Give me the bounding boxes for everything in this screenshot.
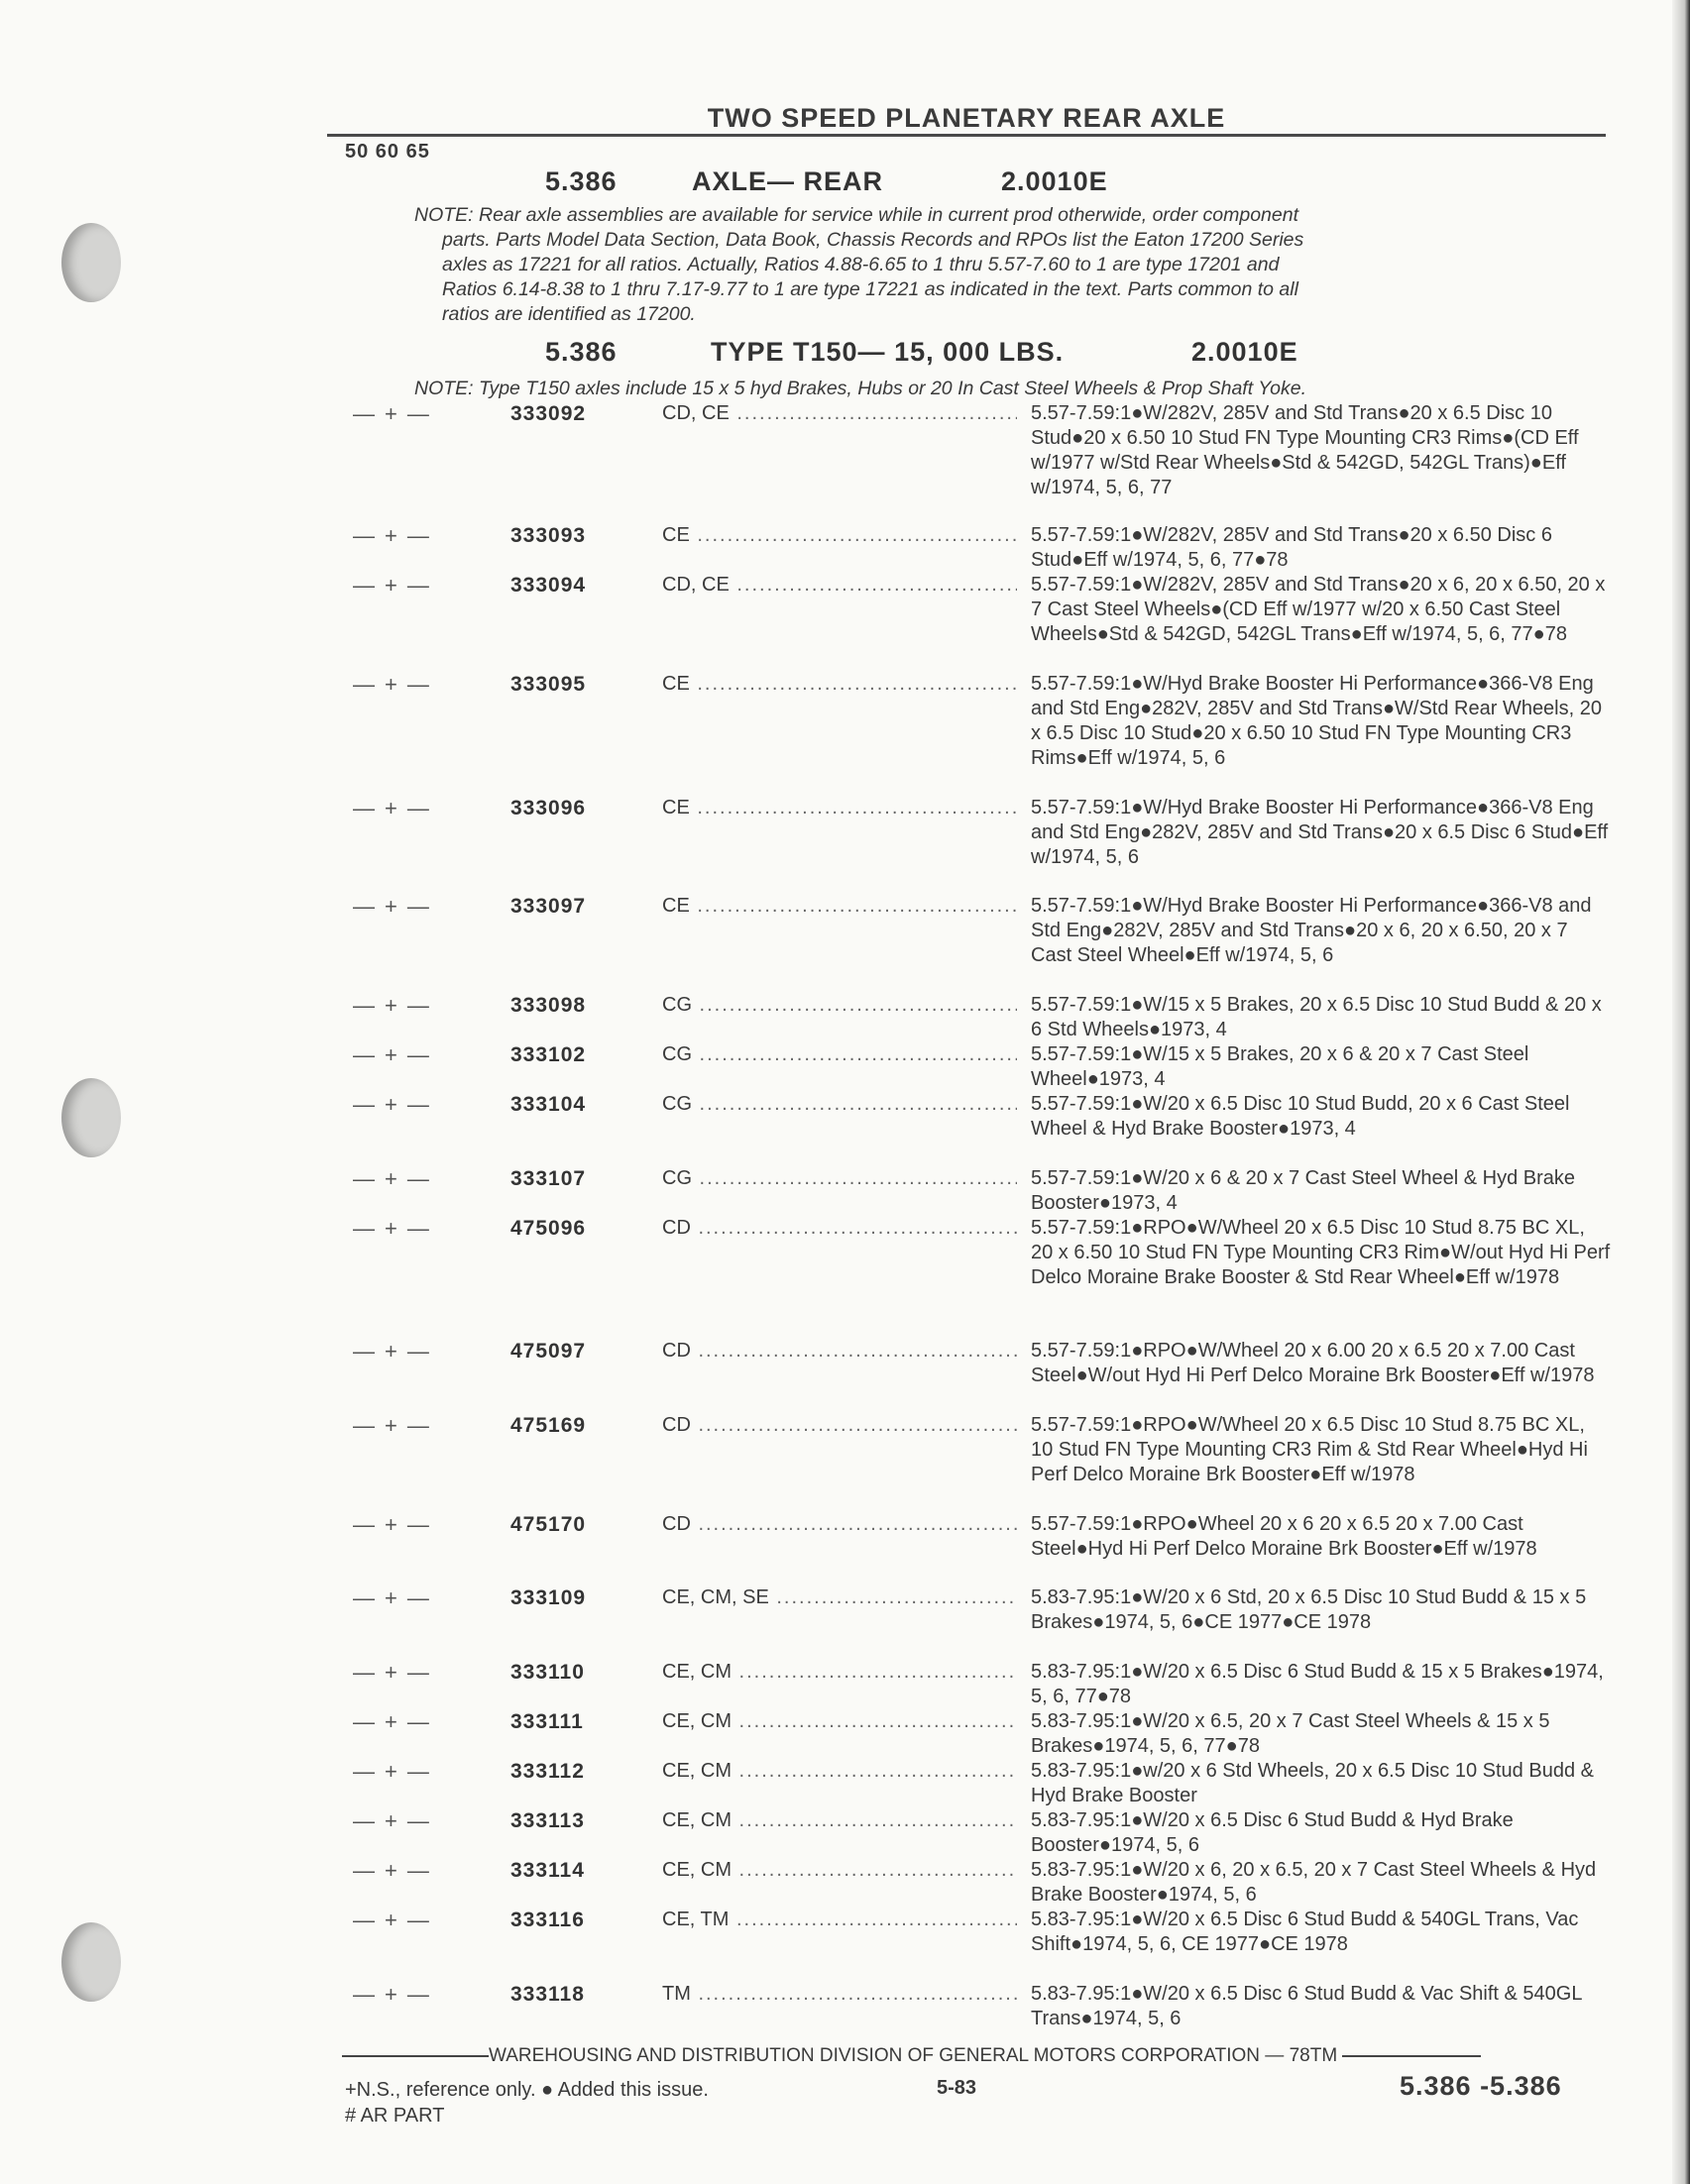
section-code: 2.0010E [1191, 337, 1298, 367]
part-number: 475096 [510, 1217, 587, 1240]
row-symbols: —+— [353, 401, 439, 426]
row-symbols: —+— [353, 1216, 439, 1241]
model-codes: CD ..... [662, 1339, 1017, 1364]
part-description: 5.57-7.59:1●W/20 x 6.5 Disc 10 Stud Budd, 20 x 6 Cast Steel Wheel & Hyd Brake Booster●1973, 4 [1031, 1093, 1570, 1140]
part-description: 5.83-7.95:1●W/20 x 6.5 Disc 6 Stud Budd & 540GL Trans, Vac Shift●1974, 5, 6, CE 1977●CE 1978 [1031, 1909, 1579, 1955]
note-type-t150: NOTE: Type T150 axles include 15 x 5 hyd Brakes, Hubs or 20 In Cast Steel Wheels & Prop Shaft Yoke. [414, 378, 1306, 399]
row-symbols: —+— [353, 1858, 439, 1883]
part-number: 333097 [510, 895, 587, 918]
row-symbols: —+— [353, 1512, 439, 1537]
part-description: 5.57-7.59:1●W/Hyd Brake Booster Hi Performance●366-V8 Eng and Std Eng●282V, 285V and Std Trans●20 x 6.5 Disc 6 Stud●Eff w/1974, 5, 6 [1031, 797, 1609, 868]
footer-legend [345, 2077, 709, 2129]
footer-rule-left [342, 2055, 489, 2057]
group-number: 5.386 [545, 337, 618, 367]
model-codes: CG ..... [662, 1092, 1017, 1117]
part-number: 475169 [510, 1414, 587, 1437]
legend-ar-part: # AR PART [345, 2105, 445, 2127]
model-codes: CD, CE ..... [662, 401, 1017, 426]
row-symbols: —+— [353, 1339, 439, 1364]
part-number: 333098 [510, 994, 587, 1017]
model-codes: CE, CM ..... [662, 1759, 1017, 1784]
model-codes: CE, CM ..... [662, 1709, 1017, 1734]
part-number: 475170 [510, 1513, 587, 1536]
part-number: 333092 [510, 402, 587, 425]
part-number: 333116 [510, 1909, 585, 1931]
section-code: 2.0010E [1001, 166, 1108, 196]
note-line: axles as 17221 for all ratios. Actually, Ratios 4.88-6.65 to 1 thru 5.57-7.60 to 1 are type 17201 and [442, 254, 1280, 275]
footer-rule-right [1342, 2055, 1481, 2057]
model-codes: CG ..... [662, 1042, 1017, 1067]
part-number: 333112 [510, 1760, 585, 1783]
part-description: 5.57-7.59:1●W/Hyd Brake Booster Hi Performance●366-V8 Eng and Std Eng●282V, 285V and Std Trans●W/Std Rear Wheels, 20 x 6.5 Disc 10 Stud●20 x 6.50 10 Stud FN Type Mounting CR3 Rims●Eff w/1974, 5, 6 [1031, 673, 1602, 769]
row-symbols: —+— [353, 1759, 439, 1784]
model-years: 50 60 65 [345, 141, 430, 163]
part-description: 5.57-7.59:1●RPO●W/Wheel 20 x 6.5 Disc 10 Stud 8.75 BC XL, 20 x 6.50 10 Stud FN Type Mounting CR3 Rim●W/out Hyd Hi Perf Delco Moraine Brake Booster & Std Rear Wheel●Eff w/1978 [1031, 1217, 1611, 1288]
note-line: ratios are identified as 17200. [442, 303, 696, 325]
row-symbols: —+— [353, 894, 439, 919]
part-description: 5.83-7.95:1●W/20 x 6 Std, 20 x 6.5 Disc 10 Stud Budd & 15 x 5 Brakes●1974, 5, 6●CE 1977●CE 1978 [1031, 1586, 1587, 1633]
part-description: 5.83-7.95:1●W/20 x 6.5 Disc 6 Stud Budd & Vac Shift & 540GL Trans●1974, 5, 6 [1031, 1983, 1582, 2029]
part-number: 475097 [510, 1340, 587, 1363]
row-symbols: —+— [353, 1908, 439, 1932]
part-description: 5.57-7.59:1●W/15 x 5 Brakes, 20 x 6.5 Disc 10 Stud Budd & 20 x 6 Std Wheels●1973, 4 [1031, 994, 1602, 1040]
model-codes: CE ..... [662, 672, 1017, 697]
model-codes: CE, CM ..... [662, 1808, 1017, 1833]
row-symbols: —+— [353, 993, 439, 1018]
part-number: 333096 [510, 797, 587, 819]
row-symbols: —+— [353, 1660, 439, 1685]
part-number: 333111 [510, 1710, 584, 1733]
row-symbols: —+— [353, 523, 439, 548]
part-description: 5.83-7.95:1●W/20 x 6.5 Disc 6 Stud Budd & 15 x 5 Brakes●1974, 5, 6, 77●78 [1031, 1661, 1604, 1707]
part-number: 333113 [510, 1809, 585, 1832]
part-description: 5.57-7.59:1●W/282V, 285V and Std Trans●20 x 6.5 Disc 10 Stud●20 x 6.50 10 Stud FN Type Mounting CR3 Rims●(CD Eff w/1977 w/Std Rear Wheels●Std & 542GD, 542GL Trans)●Eff w/1974, 5, 6, 77 [1031, 402, 1579, 498]
part-description: 5.57-7.59:1●W/20 x 6 & 20 x 7 Cast Steel Wheel & Hyd Brake Booster●1973, 4 [1031, 1167, 1576, 1214]
note-line: Ratios 6.14-8.38 to 1 thru 7.17-9.77 to 1 are type 17221 as indicated in the text. Parts common to all [442, 278, 1298, 300]
row-symbols: —+— [353, 1042, 439, 1067]
part-description: 5.57-7.59:1●RPO●W/Wheel 20 x 6.5 Disc 10 Stud 8.75 BC XL, 10 Stud FN Type Mounting CR3 Rim & Std Rear Wheel●Hyd Hi Perf Delco Moraine Brk Booster●Eff w/1978 [1031, 1414, 1588, 1485]
part-description: 5.83-7.95:1●W/20 x 6.5, 20 x 7 Cast Steel Wheels & 15 x 5 Brakes●1974, 5, 6, 77●78 [1031, 1710, 1550, 1757]
page-number: 5-83 [937, 2077, 977, 2099]
model-codes: CE ..... [662, 523, 1017, 548]
part-description: 5.57-7.59:1●W/15 x 5 Brakes, 20 x 6 & 20 x 7 Cast Steel Wheel●1973, 4 [1031, 1043, 1529, 1090]
part-number: 333102 [510, 1043, 587, 1066]
model-codes: CD, CE ..... [662, 573, 1017, 598]
model-codes: CE ..... [662, 796, 1017, 820]
footer-division [342, 2045, 1616, 2067]
part-number: 333118 [510, 1983, 585, 2006]
note-line: NOTE: Rear axle assemblies are available for service while in current prod otherwide, order component [414, 204, 1298, 226]
part-number: 333114 [510, 1859, 585, 1882]
model-codes: CG ..... [662, 1166, 1017, 1191]
row-symbols: —+— [353, 1092, 439, 1117]
model-codes: CD ..... [662, 1512, 1017, 1537]
model-codes: TM ..... [662, 1982, 1017, 2007]
model-codes: CE ..... [662, 894, 1017, 919]
part-number: 333104 [510, 1093, 587, 1116]
part-number: 333095 [510, 673, 587, 696]
page-title: TWO SPEED PLANETARY REAR AXLE [707, 103, 1226, 133]
model-codes: CD ..... [662, 1216, 1017, 1241]
part-description: 5.83-7.95:1●W/20 x 6.5 Disc 6 Stud Budd & Hyd Brake Booster●1974, 5, 6 [1031, 1809, 1514, 1856]
part-number: 333107 [510, 1167, 587, 1190]
footer-division-text: WAREHOUSING AND DISTRIBUTION DIVISION OF GENERAL MOTORS CORPORATION — 78TM [489, 2045, 1338, 2066]
page-range: 5.386 -5.386 [1400, 2071, 1562, 2101]
row-symbols: —+— [353, 573, 439, 598]
row-symbols: —+— [353, 796, 439, 820]
model-codes: CD ..... [662, 1413, 1017, 1438]
section-name: AXLE— REAR [692, 166, 884, 196]
row-symbols: —+— [353, 1166, 439, 1191]
part-number: 333093 [510, 524, 587, 547]
part-number: 333109 [510, 1586, 587, 1609]
part-description: 5.57-7.59:1●W/Hyd Brake Booster Hi Performance●366-V8 and Std Eng●282V, 285V and Std Trans●20 x 6, 20 x 6.50, 20 x 7 Cast Steel Wheel●Eff w/1974, 5, 6 [1031, 895, 1592, 966]
note-line: parts. Parts Model Data Section, Data Book, Chassis Records and RPOs list the Eaton 17200 Series [442, 229, 1304, 251]
section-name: TYPE T150— 15, 000 LBS. [711, 337, 1065, 367]
part-description: 5.83-7.95:1●w/20 x 6 Std Wheels, 20 x 6.5 Disc 10 Stud Budd & Hyd Brake Booster [1031, 1760, 1594, 1806]
row-symbols: —+— [353, 1413, 439, 1438]
part-description: 5.57-7.59:1●W/282V, 285V and Std Trans●20 x 6, 20 x 6.50, 20 x 7 Cast Steel Wheels●(CD Eff w/1977 w/20 x 6.50 Cast Steel Wheels●Std & 542GD, 542GL Trans●Eff w/1974, 5, 6, 77●78 [1031, 574, 1606, 645]
part-description: 5.83-7.95:1●W/20 x 6, 20 x 6.5, 20 x 7 Cast Steel Wheels & Hyd Brake Booster●1974, 5, 6 [1031, 1859, 1597, 1906]
row-symbols: —+— [353, 1808, 439, 1833]
row-symbols: —+— [353, 672, 439, 697]
row-symbols: —+— [353, 1585, 439, 1610]
part-description: 5.57-7.59:1●RPO●Wheel 20 x 6 20 x 6.5 20 x 7.00 Cast Steel●Hyd Hi Perf Delco Moraine Brk Booster●Eff w/1978 [1031, 1513, 1537, 1560]
group-number: 5.386 [545, 166, 618, 196]
part-description: 5.57-7.59:1●RPO●W/Wheel 20 x 6.00 20 x 6.5 20 x 7.00 Cast Steel●W/out Hyd Hi Perf Delco Moraine Brk Booster●Eff w/1978 [1031, 1340, 1595, 1386]
model-codes: CE, CM, SE ..... [662, 1585, 1017, 1610]
part-description: 5.57-7.59:1●W/282V, 285V and Std Trans●20 x 6.50 Disc 6 Stud●Eff w/1974, 5, 6, 77●78 [1031, 524, 1552, 571]
model-codes: CG ..... [662, 993, 1017, 1018]
model-codes: CE, CM ..... [662, 1858, 1017, 1883]
model-codes: CE, CM ..... [662, 1660, 1017, 1685]
row-symbols: —+— [353, 1982, 439, 2007]
part-number: 333110 [510, 1661, 585, 1684]
legend-ns: +N.S., reference only. ● Added this issue. [345, 2079, 709, 2101]
part-number: 333094 [510, 574, 587, 597]
row-symbols: —+— [353, 1709, 439, 1734]
model-codes: CE, TM ..... [662, 1908, 1017, 1932]
